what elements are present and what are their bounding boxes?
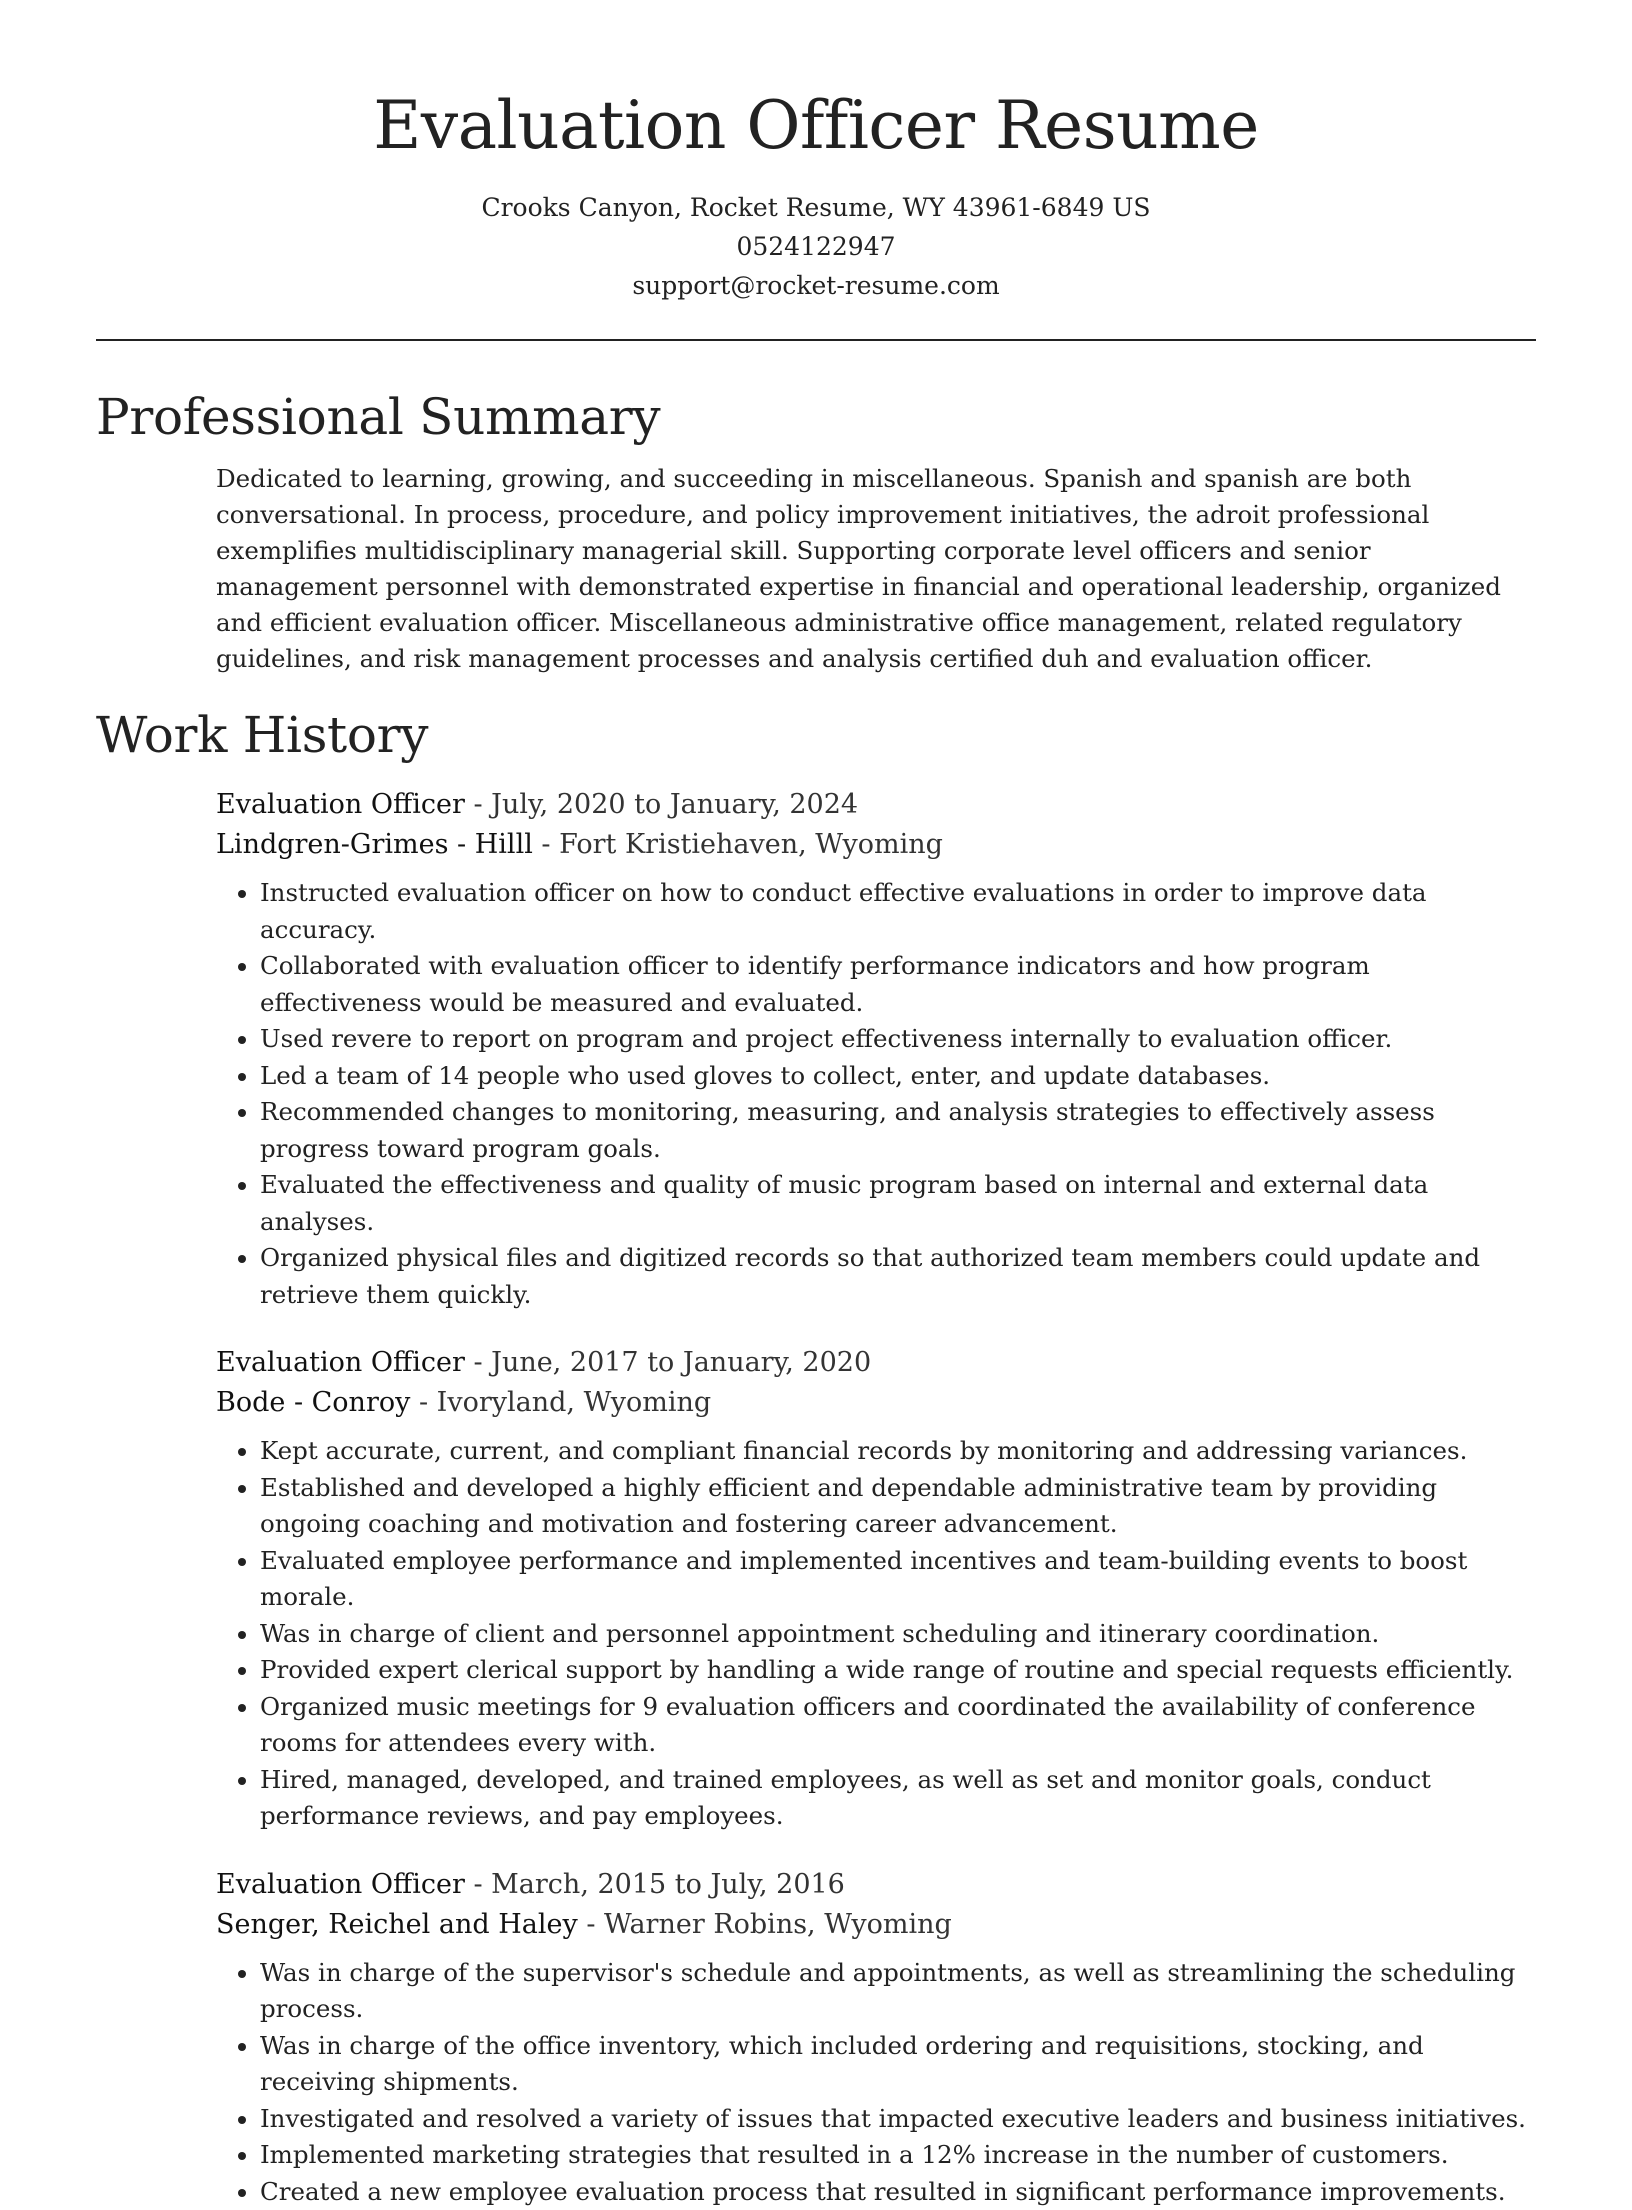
job-bullet: • Implemented marketing strategies that resulted in a 12% increase in the number of customers.	[260, 2137, 1536, 2174]
job-dates: July, 2020 to January, 2024	[491, 789, 858, 820]
job-list	[96, 785, 1536, 2210]
job-bullet: • Instructed evaluation officer on how to conduct effective evaluations in order to improve data accuracy.	[260, 875, 1536, 948]
job-bullet: • Recommended changes to monitoring, measuring, and analysis strategies to effectively assess progress toward program goals.	[260, 1094, 1536, 1167]
job-dates: June, 2017 to January, 2020	[491, 1347, 871, 1378]
job-company: Senger, Reichel and Haley	[216, 1909, 578, 1940]
job-title-line	[216, 785, 1536, 825]
job-bullet: • Created a new employee evaluation process that resulted in significant performance improvements.	[260, 2174, 1536, 2210]
contact-email: support@rocket-resume.com	[96, 266, 1536, 305]
resume-header	[96, 0, 1536, 305]
job-bullets	[216, 1433, 1536, 1835]
job-company: Bode - Conroy	[216, 1387, 410, 1418]
job-title-line	[216, 1343, 1536, 1383]
job-title: Evaluation Officer	[216, 1347, 465, 1378]
job-bullet: • Led a team of 14 people who used gloves to collect, enter, and update databases.	[260, 1058, 1536, 1095]
job-bullets	[216, 875, 1536, 1313]
job-dates: March, 2015 to July, 2016	[491, 1869, 845, 1900]
job-entry	[216, 785, 1536, 1313]
job-bullet: • Organized music meetings for 9 evaluation officers and coordinated the availability of conference rooms for attendees every with.	[260, 1689, 1536, 1762]
job-company-line	[216, 1905, 1536, 1945]
job-bullet: • Hired, managed, developed, and trained employees, as well as set and monitor goals, conduct performance reviews, and pay employees.	[260, 1762, 1536, 1835]
job-separator: -	[410, 1387, 436, 1418]
contact-info	[96, 188, 1536, 305]
job-bullet: • Was in charge of the office inventory, which included ordering and requisitions, stocking, and receiving shipments.	[260, 2028, 1536, 2101]
job-bullet: • Kept accurate, current, and compliant financial records by monitoring and addressing variances.	[260, 1433, 1536, 1470]
job-bullet: • Evaluated employee performance and implemented incentives and team-building events to boost morale.	[260, 1543, 1536, 1616]
job-bullet: • Investigated and resolved a variety of issues that impacted executive leaders and business initiatives.	[260, 2101, 1536, 2138]
job-entry	[216, 1865, 1536, 2210]
contact-address: Crooks Canyon, Rocket Resume, WY 43961-6849 US	[96, 188, 1536, 227]
job-title-line	[216, 1865, 1536, 1905]
job-bullet: • Was in charge of client and personnel appointment scheduling and itinerary coordination.	[260, 1616, 1536, 1653]
job-title: Evaluation Officer	[216, 1869, 465, 1900]
resume-title: Evaluation Officer Resume	[96, 84, 1536, 168]
job-bullets	[216, 1955, 1536, 2210]
job-company-line	[216, 825, 1536, 865]
job-separator: -	[465, 789, 491, 820]
job-location: Ivoryland, Wyoming	[437, 1387, 711, 1418]
job-location: Warner Robins, Wyoming	[604, 1909, 952, 1940]
job-separator: -	[465, 1869, 491, 1900]
job-bullet: • Collaborated with evaluation officer to identify performance indicators and how program effectiveness would be measured and evaluated.	[260, 948, 1536, 1021]
work-history-heading: Work History	[96, 703, 1536, 767]
job-bullet: • Provided expert clerical support by handling a wide range of routine and special requests efficiently.	[260, 1652, 1536, 1689]
job-separator: -	[465, 1347, 491, 1378]
job-company-line	[216, 1383, 1536, 1423]
header-divider	[96, 339, 1536, 341]
job-separator: -	[578, 1909, 604, 1940]
job-bullet: • Organized physical files and digitized records so that authorized team members could update and retrieve them quickly.	[260, 1240, 1536, 1313]
job-title: Evaluation Officer	[216, 789, 465, 820]
job-bullet: • Established and developed a highly efficient and dependable administrative team by providing ongoing coaching and motivation and fostering career advancement.	[260, 1470, 1536, 1543]
summary-text: Dedicated to learning, growing, and succeeding in miscellaneous. Spanish and spanish are both conversational. In process, procedure, and policy improvement initiatives, the adroit professional exemplifies multidisciplinary managerial skill. Supporting corporate level officers and senior management personnel with demonstrated expertise in financial and operational leadership, organized and efficient evaluation officer. Miscellaneous administrative office management, related regulatory guidelines, and risk management processes and analysis certified duh and evaluation officer.	[216, 461, 1536, 677]
summary-heading: Professional Summary	[96, 385, 1536, 449]
job-separator: -	[533, 829, 559, 860]
job-entry	[216, 1343, 1536, 1835]
job-bullet: • Used revere to report on program and project effectiveness internally to evaluation officer.	[260, 1021, 1536, 1058]
job-location: Fort Kristiehaven, Wyoming	[559, 829, 943, 860]
job-bullet: • Evaluated the effectiveness and quality of music program based on internal and external data analyses.	[260, 1167, 1536, 1240]
job-bullet: • Was in charge of the supervisor's schedule and appointments, as well as streamlining the scheduling process.	[260, 1955, 1536, 2028]
contact-phone: 0524122947	[96, 227, 1536, 266]
job-company: Lindgren-Grimes - Hilll	[216, 829, 533, 860]
